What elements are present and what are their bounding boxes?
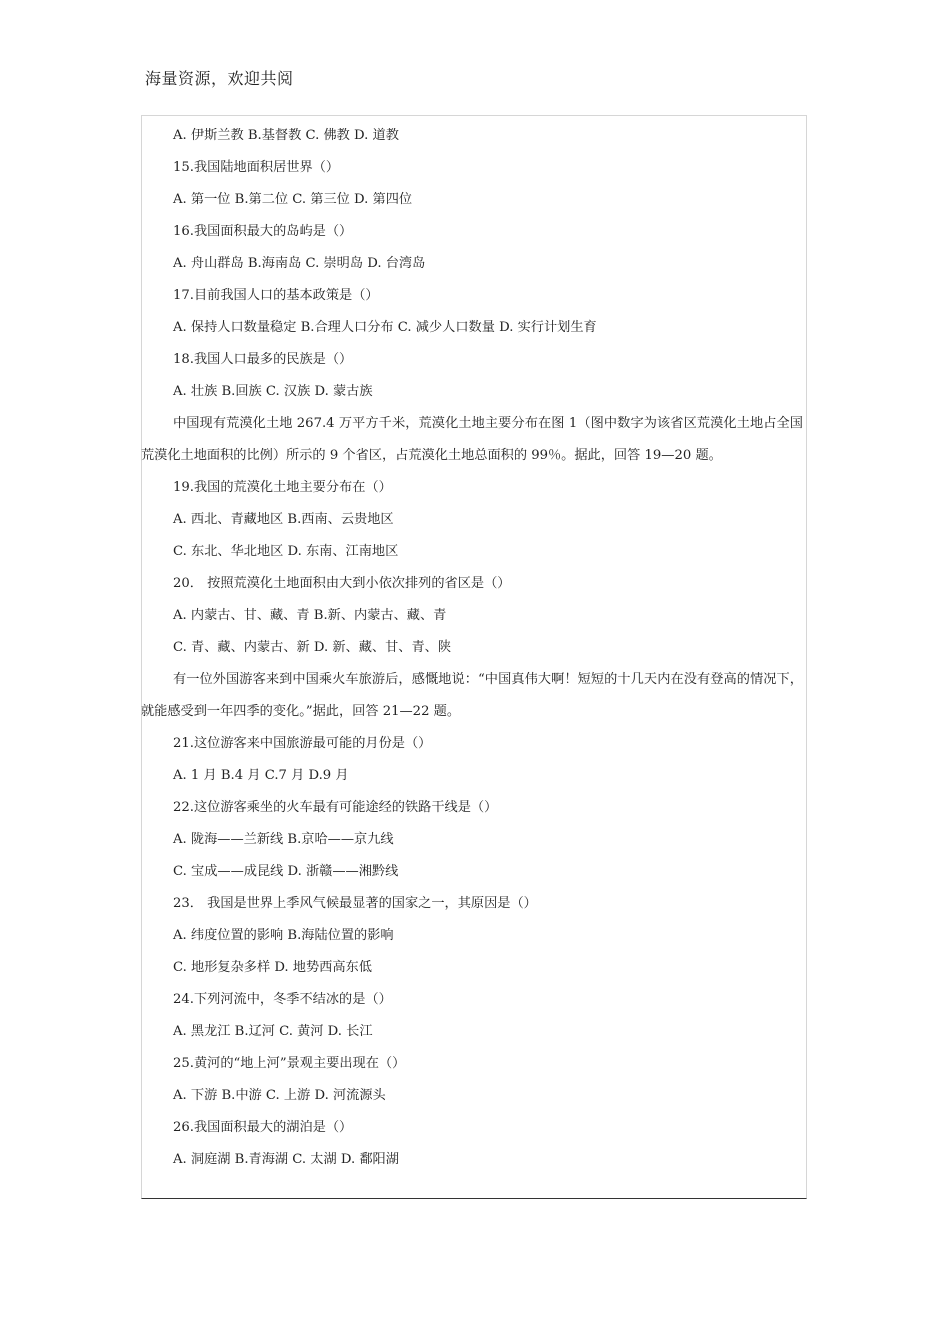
question-line: A. 伊斯兰教 B.基督教 C. 佛教 D. 道教 [173,128,399,143]
question-line: A. 洞庭湖 B.青海湖 C. 太湖 D. 鄱阳湖 [173,1152,399,1167]
question-line: 15.我国陆地面积居世界（） [173,160,340,175]
question-line: 26.我国面积最大的湖泊是（） [173,1120,353,1135]
page-header: 海量资源，欢迎共阅 [145,69,294,88]
question-line: C. 宝成——成昆线 D. 浙赣——湘黔线 [173,864,399,879]
question-line: A. 西北、青藏地区 B.西南、云贵地区 [173,512,394,527]
question-line: 19.我国的荒漠化土地主要分布在（） [173,480,392,495]
question-line: 16.我国面积最大的岛屿是（） [173,224,353,239]
question-line: 24.下列河流中，冬季不结冰的是（） [173,992,392,1007]
question-line: A. 陇海——兰新线 B.京哈——京九线 [173,832,394,847]
question-line: 21.这位游客来中国旅游最可能的月份是（） [173,736,432,751]
question-line: 17.目前我国人口的基本政策是（） [173,288,379,303]
question-line: A. 纬度位置的影响 B.海陆位置的影响 [173,928,394,943]
question-line: A. 下游 B.中游 C. 上游 D. 河流源头 [173,1088,386,1103]
question-line: A. 舟山群岛 B.海南岛 C. 崇明岛 D. 台湾岛 [173,256,426,271]
question-line: A. 保持人口数量稳定 B.合理人口分布 C. 减少人口数量 D. 实行计划生育 [173,320,597,335]
question-line: 25.黄河的“地上河”景观主要出现在（） [173,1056,406,1071]
question-line: A. 第一位 B.第二位 C. 第三位 D. 第四位 [173,192,413,207]
question-line: C. 青、藏、内蒙古、新 D. 新、藏、甘、青、陕 [173,640,452,655]
passage-paragraph: 中国现有荒漠化土地 267.4 万平方千米，荒漠化土地主要分布在图 1（图中数字为该省区荒漠化土地占全国荒漠化土地面积的比例）所示的 9 个省区，占荒漠化土地总面积的 99％。据此，回答 19—20 题。 [141,416,803,463]
question-line: A. 黑龙江 B.辽河 C. 黄河 D. 长江 [173,1024,373,1039]
question-line: 22.这位游客乘坐的火车最有可能途经的铁路干线是（） [173,800,498,815]
question-line: A. 内蒙古、甘、藏、青 B.新、内蒙古、藏、青 [173,608,447,623]
question-line: 23． 我国是世界上季风气候最显著的国家之一，其原因是（） [173,896,537,911]
question-line: C. 东北、华北地区 D. 东南、江南地区 [173,544,399,559]
document-body [141,120,807,1176]
question-line: 20． 按照荒漠化土地面积由大到小依次排列的省区是（） [173,576,511,591]
question-line: 18.我国人口最多的民族是（） [173,352,353,367]
question-line: A. 1 月 B.4 月 C.7 月 D.9 月 [173,768,349,783]
passage-paragraph: 有一位外国游客来到中国乘火车旅游后，感慨地说：“中国真伟大啊！短短的十几天内在没有登高的情况下，就能感受到一年四季的变化。”据此，回答 21—22 题。 [141,672,803,719]
question-line: C. 地形复杂多样 D. 地势西高东低 [173,960,372,975]
question-line: A. 壮族 B.回族 C. 汉族 D. 蒙古族 [173,384,373,399]
